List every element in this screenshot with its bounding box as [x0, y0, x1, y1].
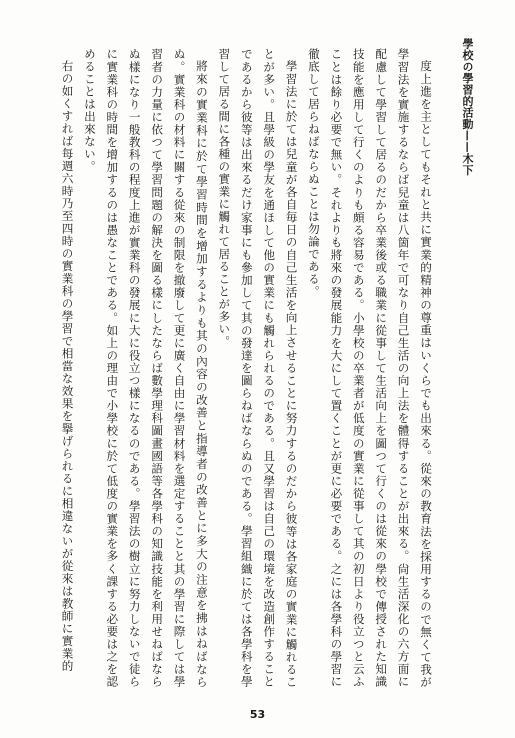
- running-head: 學校の學習的活動——木下: [461, 38, 474, 176]
- page-number: 53: [249, 708, 266, 721]
- paragraph: 右の如くすれば每週六時乃至四時の實業科の學習で相當な效果を擧げられるに相違ないが從來は教師に實業的: [60, 59, 75, 673]
- paragraph: 度上進を主としてもそれと共に實業的精神の尊重はいくらでも出來る。從來の教育法を採用するので無くて我が學習法を實施するならば兒童は八箇年で可なり自己生活の向上法を體得することが出來る。尙生活深化の六方面に配慮して學習して居るのだから卒業後或る職業に從事して生活向上を圖つて行くのは從來の學校で傳授された知識技能を應用して行くのよりも頗る容易である。小學校の卒業者が低度の實業に從事して其の初日より役立つと云ふことは餘り必要で無い。それよりも將來の發展能力を大にして置くことが更に必要である。之には各學科の學習に徹底して居らねばならぬことは勿論である。: [306, 48, 433, 688]
- body-text: [57, 48, 437, 688]
- paragraph: 將來の實業科に於て學習時間を增加するよりも其の內容の改善と指導者の改善とに多大の注意を拂はねばならぬ。實業科の材料に關する從來の制限を撤廢して更に廣く自由に學習材料を選定することと其の學習に際しては學習者の力量に依つて學習問題の解決を圖る樣にしたならば數學理科圖畫國語等各學科の知識技能を利用せねばならぬ樣になり一般教科の程度上進が實業科の發展に大に役立つ樣になるのである。學習法の樹立に努力しないで徒らに實業科の時間を增加するのは愚なことである。如上の理由で小學校に於て低度の實業を多く課する必要は之を認めることは出來ない。: [82, 48, 209, 688]
- paragraph: 學習法に於ては兒童が各自毎日の自己生活を向上させることに努力するのだから彼等は各家庭の實業に觸れることが多い。且學級の學友を通ほして他の實業にも觸れられるのである。且又學習は自己の環境を改造創作することであるから彼等は出來るだけ家事にも參加して其の發達を圖らねばならぬのである。學習組織に於ては各學科を學習して居る間に各種の實業に觸れて居ることが多い。: [217, 48, 299, 688]
